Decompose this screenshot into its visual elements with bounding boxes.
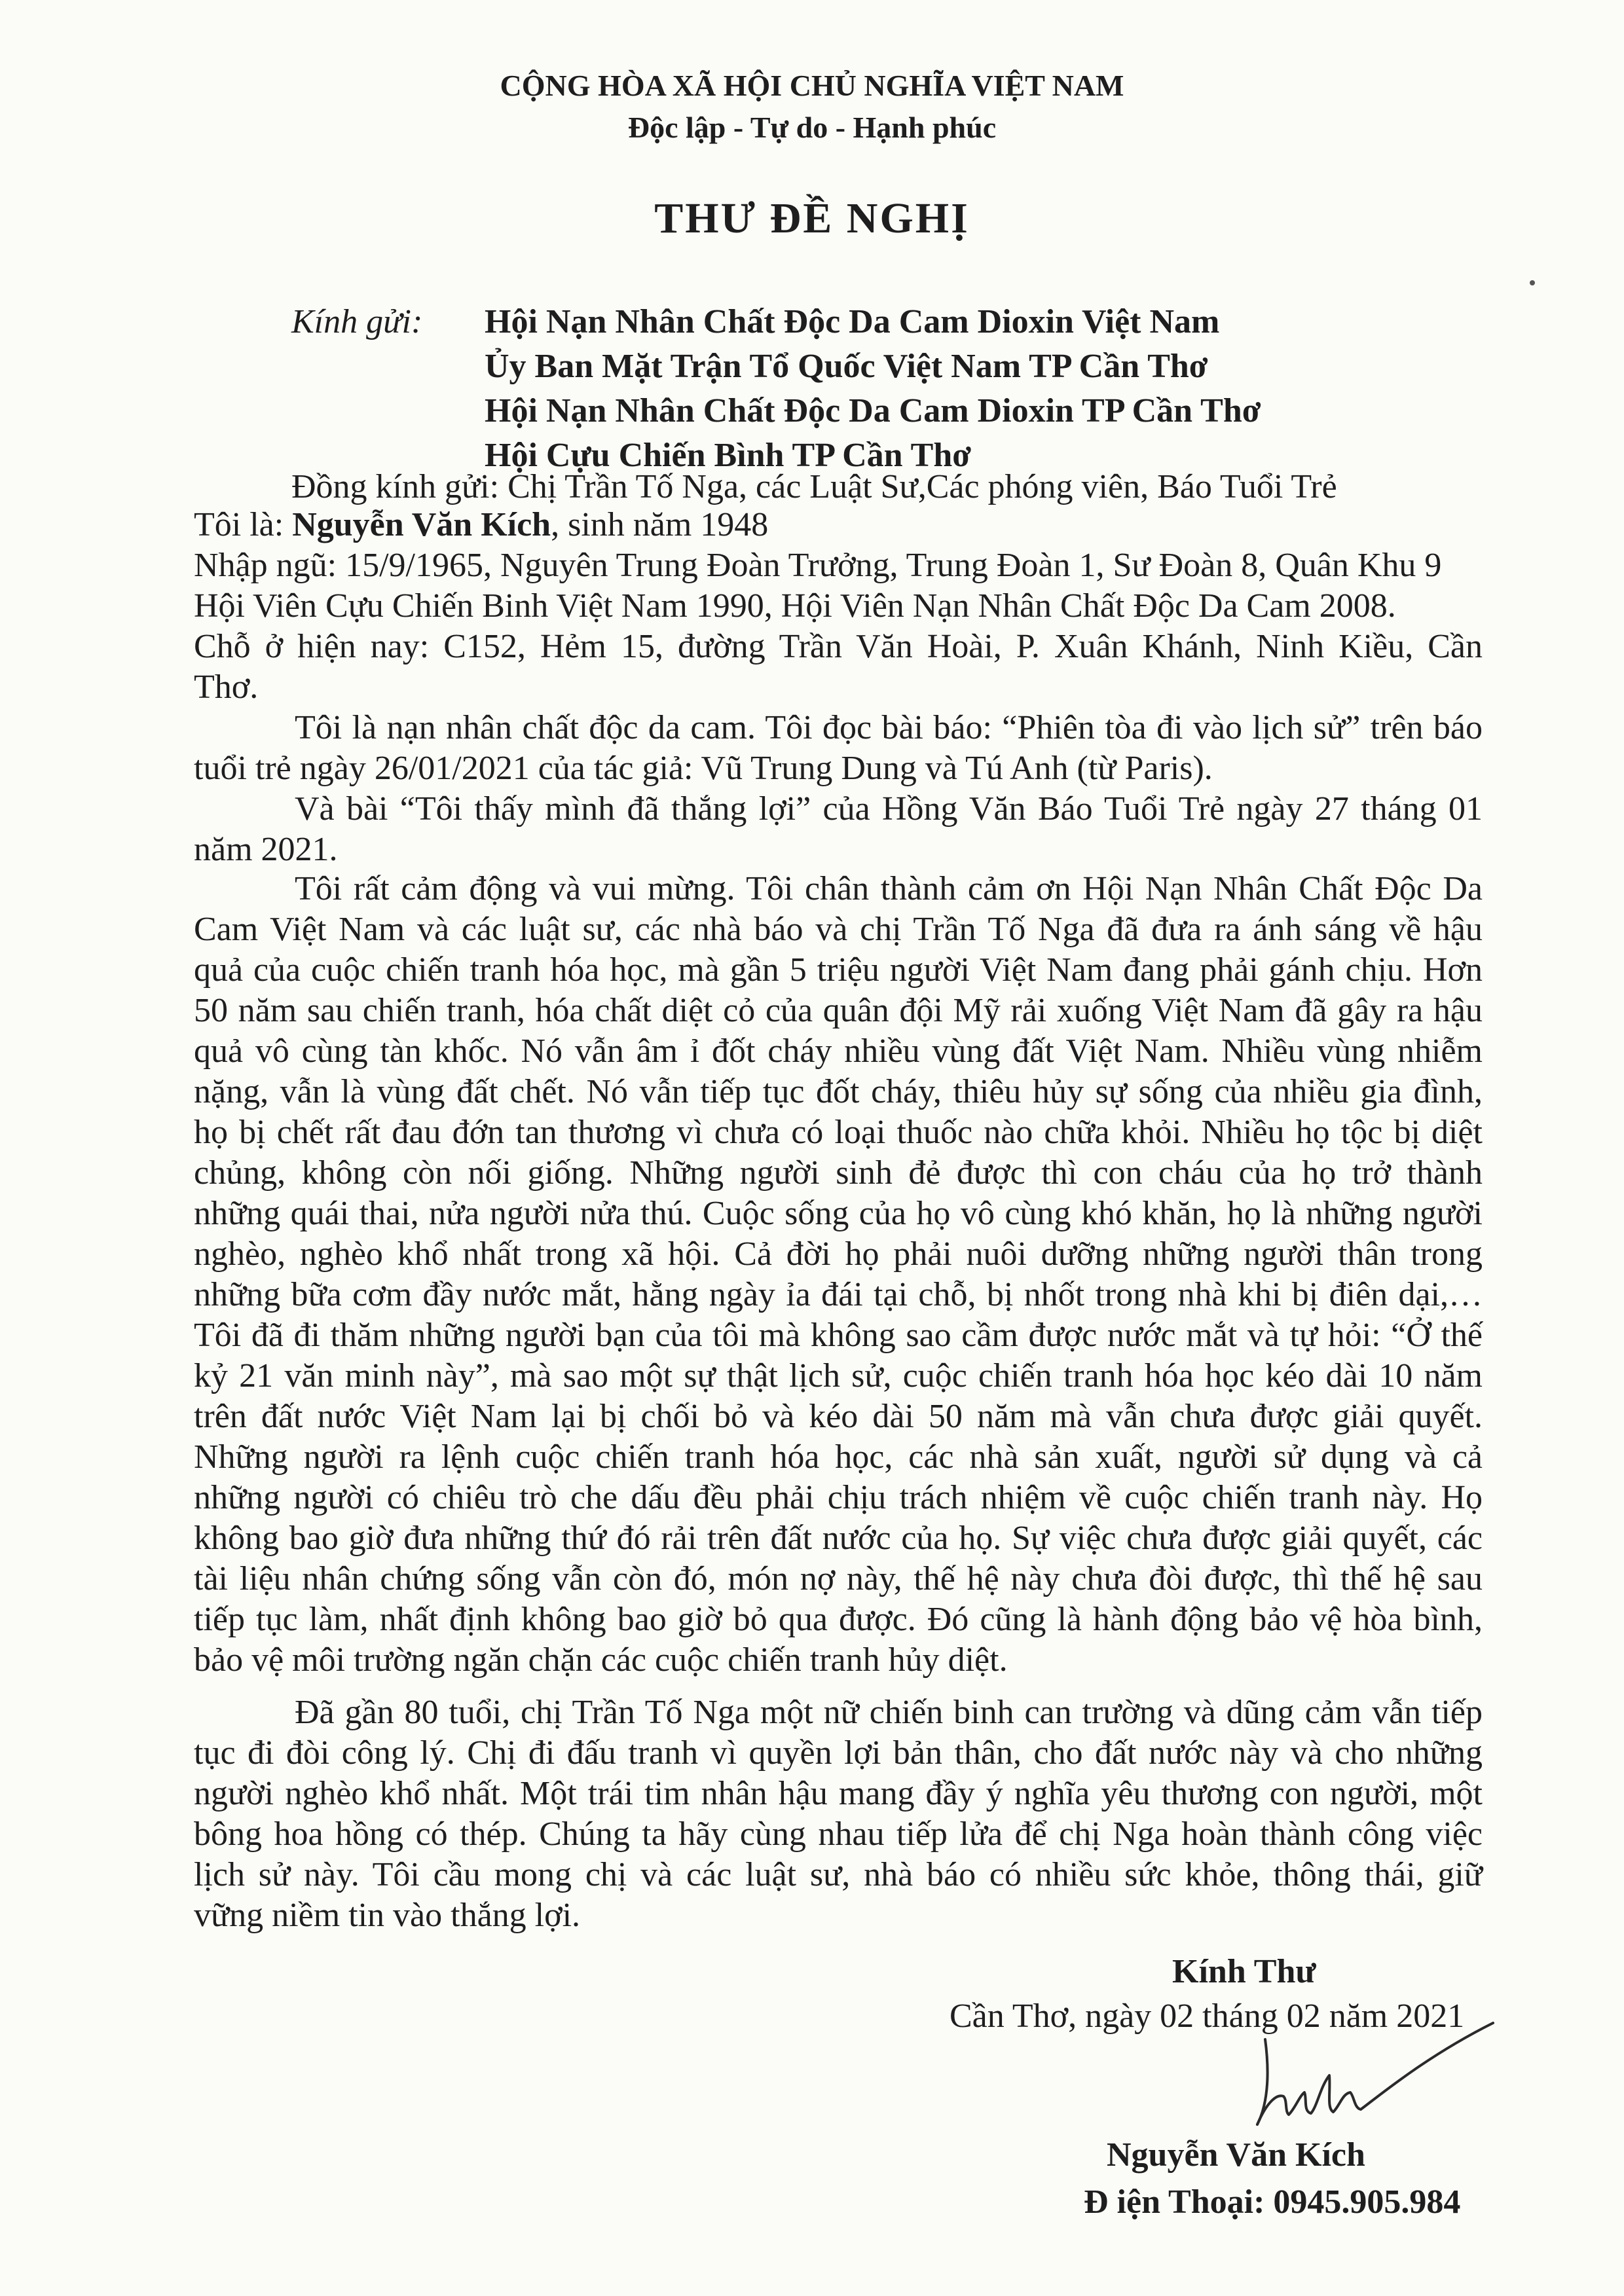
paragraph-line: quả của cuộc chiến tranh hóa học, mà gần 5 triệu người Việt Nam đang phải gánh chịu. Hơn [194,951,1483,989]
motto-header: Độc lập - Tự do - Hạnh phúc [627,111,997,144]
paragraph-line: tục đi đòi công lý. Chị đi đấu tranh vì quyền lợi bản thân, cho đất nước này và cho những [194,1734,1483,1772]
paragraph-line: những người có chiêu trò che dấu đều phải chịu trách nhiệm về cuộc chiến tranh này. Họ [194,1479,1483,1516]
paragraph-line: tiếp tục làm, nhất định không bao giờ bỏ qua được. Đó cũng là hành động bảo vệ hòa bình, [194,1601,1483,1638]
paragraph-line: kỷ 21 văn minh này”, mà sao một sự thật lịch sử, cuộc chiến tranh hóa học kéo dài 10 năm [194,1357,1483,1394]
sender-member: Hội Viên Cựu Chiến Binh Việt Nam 1990, Hội Viên Nạn Nhân Chất Độc Da Cam 2008. [194,587,1396,625]
scan-speck [1530,280,1535,285]
paragraph-line: Tôi đã đi thăm những người bạn của tôi mà không sao cầm được nước mắt và tự hỏi: “Ở thế [194,1317,1483,1354]
paragraph-line: tuổi trẻ ngày 26/01/2021 của tác giả: Vũ Trung Dung và Tú Anh (từ Paris). [194,750,1213,787]
paragraph-line: vững niềm tin vào thắng lợi. [194,1897,581,1934]
recipients-label: Kính gửi: [291,303,423,340]
cc-line: Đồng kính gửi: Chị Trần Tố Nga, các Luật Sư,Các phóng viên, Báo Tuổi Trẻ [291,468,1337,505]
paragraph-line: không bao giờ đưa những thứ đó rải trên đất nước của họ. Sự việc chưa được giải quyết, các [194,1520,1483,1557]
paragraph-line: họ bị chết rất đau đớn tan thương vì chưa có loại thuốc nào chữa khỏi. Nhiều họ tộc bị diệt [194,1114,1483,1151]
paragraph-line: chủng, không còn nối giống. Những người sinh đẻ được thì con cháu của họ trở thành [194,1154,1483,1192]
paragraph-line: 50 năm sau chiến tranh, hóa chất diệt cỏ của quân đội Mỹ rải xuống Việt Nam đã gây ra hậu [194,992,1483,1029]
paragraph-line: nặng, vẫn là vùng đất chết. Nó vẫn tiếp tục đốt cháy, thiêu hủy sự sống của nhiều gia đình, [194,1073,1483,1110]
sender-name: Nguyễn Văn Kích [292,506,551,543]
paragraph-line: tài liệu nhân chứng sống vẫn còn đó, món nợ này, thế hệ này chưa đòi được, thì thế hệ sau [194,1560,1483,1597]
signature-image [1231,1977,1506,2134]
signer-name: Nguyễn Văn Kích [1107,2136,1365,2174]
recipient-2: Ủy Ban Mặt Trận Tổ Quốc Việt Nam TP Cần Thơ [485,348,1208,385]
sender-birth: , sinh năm 1948 [551,506,769,543]
sender-address-2: Thơ. [194,668,259,706]
recipient-1: Hội Nạn Nhân Chất Độc Da Cam Dioxin Việt Nam [485,303,1220,340]
signer-phone: Đ iện Thoại: 0945.905.984 [1084,2183,1461,2221]
letter-title: THƯ ĐỀ NGHỊ [654,194,970,242]
paragraph-line: những bữa cơm đầy nước mắt, hằng ngày ỉa đái tại chỗ, bị nhốt trong nhà khi bị điên dại,… [194,1276,1483,1313]
sender-intro: Tôi là: [194,506,293,543]
paragraph-line: Tôi rất cảm động và vui mừng. Tôi chân thành cảm ơn Hội Nạn Nhân Chất Độc Da [295,870,1483,907]
paragraph-line: những quái thai, nửa người nửa thú. Cuộc sống của họ vô cùng khó khăn, họ là những người [194,1195,1483,1232]
closing-salutation: Kính Thư [1172,1953,1316,1990]
paragraph-line: năm 2021. [194,831,338,868]
paragraph-line: Những người ra lệnh cuộc chiến tranh hóa học, các nhà sản xuất, người sử dụng và cả [194,1438,1483,1476]
paragraph-line: bảo vệ môi trường ngăn chặn các cuộc chiến tranh hủy diệt. [194,1641,1008,1679]
paragraph-line: Và bài “Tôi thấy mình đã thắng lợi” của Hồng Văn Báo Tuổi Trẻ ngày 27 tháng 01 [295,790,1483,828]
sender-intro-line [194,504,768,546]
paragraph-line: Đã gần 80 tuổi, chị Trần Tố Nga một nữ chiến binh can trường và dũng cảm vẫn tiếp [295,1694,1483,1731]
paragraph-line: quả vô cùng tàn khốc. Nó vẫn âm ỉ đốt cháy nhiều vùng đất Việt Nam. Nhiều vùng nhiễm [194,1032,1483,1070]
nation-header: CỘNG HÒA XÃ HỘI CHỦ NGHĨA VIỆT NAM [500,69,1124,102]
paragraph-line: trên đất nước Việt Nam lại bị chối bỏ và kéo dài 50 năm mà vẫn chưa được giải quyết. [194,1398,1483,1435]
recipient-4: Hội Cựu Chiến Bình TP Cần Thơ [485,437,972,474]
paragraph-line: bông hoa hồng có thép. Chúng ta hãy cùng nhau tiếp lửa để chị Nga hoàn thành công việc [194,1815,1483,1853]
paragraph-line: nghèo, nghèo khổ nhất trong xã hội. Cả đời họ phải nuôi dưỡng những người thân trong [194,1235,1483,1273]
paragraph-line: Cam Việt Nam và các luật sư, các nhà báo và chị Trần Tố Nga đã đưa ra ánh sáng về hậu [194,911,1483,948]
closing-place-date: Cần Thơ, ngày 02 tháng 02 năm 2021 [950,1997,1465,2035]
sender-address-1: Chỗ ở hiện nay: C152, Hẻm 15, đường Trần Văn Hoài, P. Xuân Khánh, Ninh Kiều, Cần [194,628,1483,665]
paragraph-line: Tôi là nạn nhân chất độc da cam. Tôi đọc bài báo: “Phiên tòa đi vào lịch sử” trên báo [295,709,1483,746]
sender-enlist: Nhập ngũ: 15/9/1965, Nguyên Trung Đoàn Trưởng, Trung Đoàn 1, Sư Đoàn 8, Quân Khu 9 [194,547,1442,584]
recipient-3: Hội Nạn Nhân Chất Độc Da Cam Dioxin TP Cần Thơ [485,392,1261,429]
paragraph-line: lịch sử này. Tôi cầu mong chị và các luật sư, nhà báo có nhiều sức khỏe, thông thái, giữ [194,1856,1483,1893]
paragraph-line: người nghèo khổ nhất. Một trái tim nhân hậu mang đầy ý nghĩa yêu thương con người, một [194,1775,1483,1812]
